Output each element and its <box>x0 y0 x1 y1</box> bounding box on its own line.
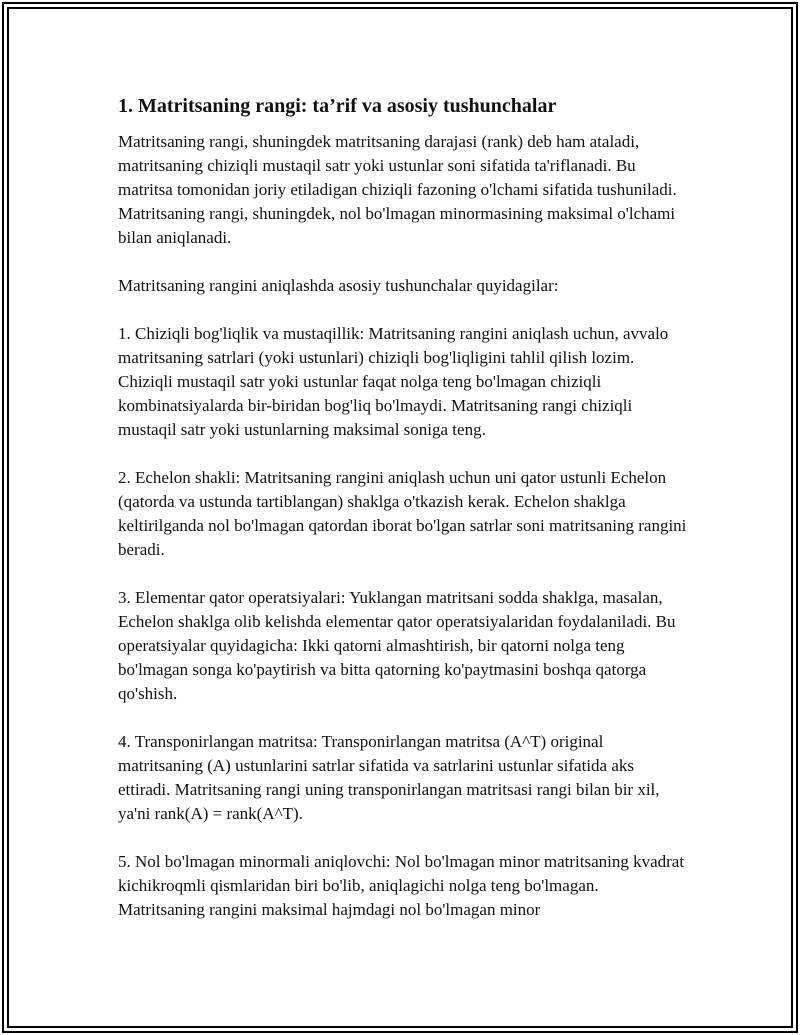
paragraph-nonzero-minor: 5. Nol bo'lmagan minormali aniqlovchi: Nol bo'lmagan minor matritsaning kvadrat kichikroqmli qismlaridan biri bo'lib, aniqlagichi nolga teng bo'lmagan. Matritsaning rangini maksimal hajmdagi nol bo'lmagan minor <box>118 852 685 919</box>
section-heading: 1. Matritsaning rangi: ta’rif va asosiy tushunchalar <box>118 95 557 117</box>
paragraph-intro: Matritsaning rangini aniqlashda asosiy tushunchalar quyidagilar: <box>118 276 559 295</box>
document-body <box>118 92 688 946</box>
paragraph-linear-dependence: 1. Chiziqli bog'liqlik va mustaqillik: Matritsaning rangini aniqlash uchun, avvalo matritsaning satrlari (yoki ustunlari) chiziqli bog'liqligini tahlil qilish lozim. Chiziqli mustaqil satr yoki ustunlar faqat nolga teng bo'lmagan chiziqli kombinatsiyalarda bir-biridan bog'liq bo'lmaydi. Matritsaning rangi chiziqli mustaqil satr yoki ustunlarning maksimal soniga teng. <box>118 324 669 439</box>
paragraph-row-operations: 3. Elementar qator operatsiyalari: Yuklangan matritsani sodda shaklga, masalan, Echelon shaklga olib kelishda elementar qator operatsiyalaridan foydalaniladi. Bu operatsiyalar quyidagicha: Ikki qatorni almashtirish, bir qatorni nolga teng bo'lmagan songa ko'paytirish va bitta qatorning ko'paytmasini boshqa qatorga qo'shish. <box>118 588 676 703</box>
paragraph-transpose: 4. Transponirlangan matritsa: Transponirlangan matritsa (A^T) original matritsaning (A) ustunlarini satrlar sifatida va satrlarini ustunlar sifatida aks ettiradi. Matritsaning rangi uning transponirlangan matritsasi rangi bilan bir xil, ya'ni rank(A) = rank(A^T). <box>118 732 660 823</box>
paragraph-definition: Matritsaning rangi, shuningdek matritsaning darajasi (rank) deb ham ataladi, matritsaning chiziqli mustaqil satr yoki ustunlar soni sifatida ta'riflanadi. Bu matritsa tomonidan joriy etiladigan chiziqli fazoning o'lchami sifatida tushuniladi. Matritsaning rangi, shuningdek, nol bo'lmagan minormasining maksimal o'lchami bilan aniqlanadi. <box>118 132 677 247</box>
paragraph-echelon-form: 2. Echelon shakli: Matritsaning rangini aniqlash uchun uni qator ustunli Echelon (qatorda va ustunda tartiblangan) shaklga o'tkazish kerak. Echelon shaklga keltirilganda nol bo'lmagan qatordan iborat bo'lgan satrlar soni matritsaning rangini beradi. <box>118 468 687 559</box>
